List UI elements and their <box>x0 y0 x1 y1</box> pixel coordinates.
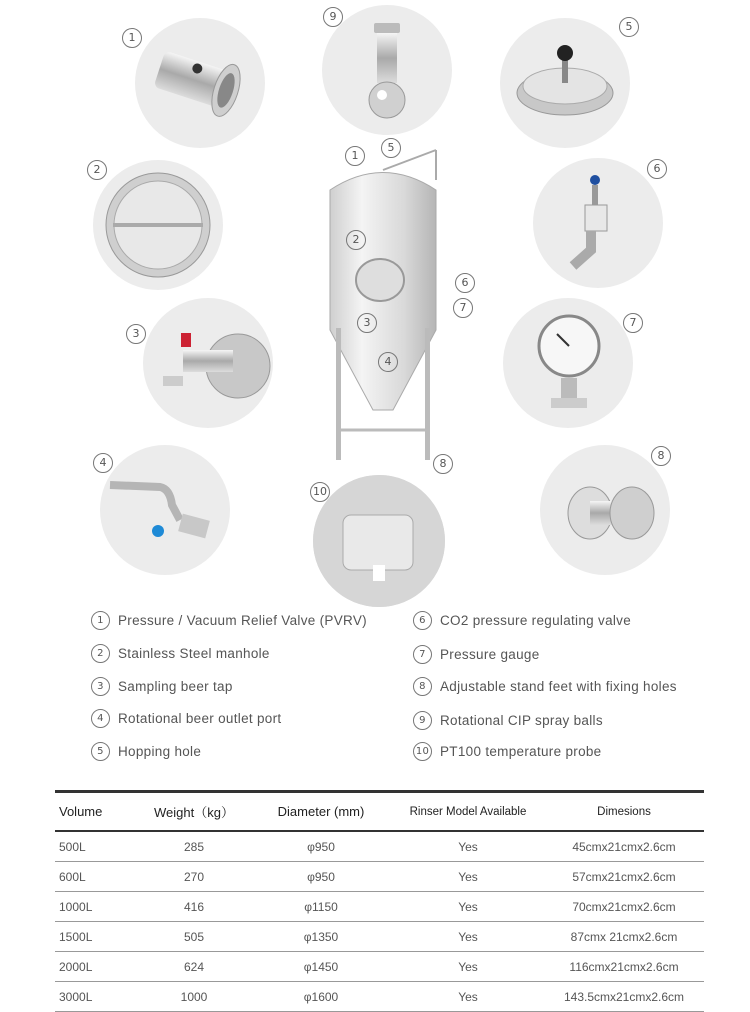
col-volume: Volume <box>55 792 138 832</box>
co2-valve-image <box>533 158 663 288</box>
table-row: 2000L 624 φ1450 Yes 116cmx21cmx2.6cm <box>55 952 704 982</box>
legend-item: 4 Rotational beer outlet port <box>91 709 281 728</box>
legend-item: 8 Adjustable stand feet with fixing holes <box>413 677 677 696</box>
callout-5-top: 5 <box>619 17 639 37</box>
sampling-tap-image <box>143 298 273 428</box>
col-rinser: Rinser Model Available <box>392 792 544 832</box>
callout-1-top: 1 <box>122 28 142 48</box>
legend-item: 3 Sampling beer tap <box>91 677 233 696</box>
callout-4-left: 4 <box>93 453 113 473</box>
table-row: 500L 285 φ950 Yes 45cmx21cmx2.6cm <box>55 831 704 862</box>
hopping-hole-image <box>500 18 630 148</box>
callout-1-tank: 1 <box>345 146 365 166</box>
fermentation-tank-image <box>318 140 448 470</box>
callout-4-tank: 4 <box>378 352 398 372</box>
callout-6-tank: 6 <box>455 273 475 293</box>
table-row: 1000L 416 φ1150 Yes 70cmx21cmx2.6cm <box>55 892 704 922</box>
table-row: 3000L 1000 φ1600 Yes 143.5cmx21cmx2.6cm <box>55 982 704 1012</box>
legend-item: 2 Stainless Steel manhole <box>91 644 270 663</box>
callout-7-tank: 7 <box>453 298 473 318</box>
table-row: 600L 270 φ950 Yes 57cmx21cmx2.6cm <box>55 862 704 892</box>
col-weight: Weight（kg） <box>138 792 250 832</box>
legend-item: 10 PT100 temperature probe <box>413 742 602 761</box>
legend-item: 5 Hopping hole <box>91 742 201 761</box>
col-diameter: Diameter (mm) <box>250 792 392 832</box>
callout-2-tank: 2 <box>346 230 366 250</box>
table-row: 1500L 505 φ1350 Yes 87cmx 21cmx2.6cm <box>55 922 704 952</box>
callout-3-left: 3 <box>126 324 146 344</box>
col-dimensions: Dimesions <box>544 792 704 832</box>
pvrv-image <box>135 18 265 148</box>
callout-7-right: 7 <box>623 313 643 333</box>
legend-item: 9 Rotational CIP spray balls <box>413 711 603 730</box>
stand-feet-image <box>540 445 670 575</box>
callout-5-tank: 5 <box>381 138 401 158</box>
cip-spray-ball-image <box>322 5 452 135</box>
legend-item: 6 CO2 pressure regulating valve <box>413 611 631 630</box>
legend-item: 7 Pressure gauge <box>413 645 540 664</box>
legend-item: 1 Pressure / Vacuum Relief Valve (PVRV) <box>91 611 367 630</box>
outlet-port-image <box>100 445 230 575</box>
callout-3-tank: 3 <box>357 313 377 333</box>
spec-table <box>55 790 704 1012</box>
table-header-row <box>55 792 704 832</box>
callout-10: 10 <box>310 482 330 502</box>
callout-9: 9 <box>323 7 343 27</box>
callout-8-tank: 8 <box>433 454 453 474</box>
callout-8-right: 8 <box>651 446 671 466</box>
manhole-image <box>93 160 223 290</box>
callout-2-left: 2 <box>87 160 107 180</box>
pressure-gauge-image <box>503 298 633 428</box>
temperature-probe-image <box>313 475 445 607</box>
callout-6-right: 6 <box>647 159 667 179</box>
